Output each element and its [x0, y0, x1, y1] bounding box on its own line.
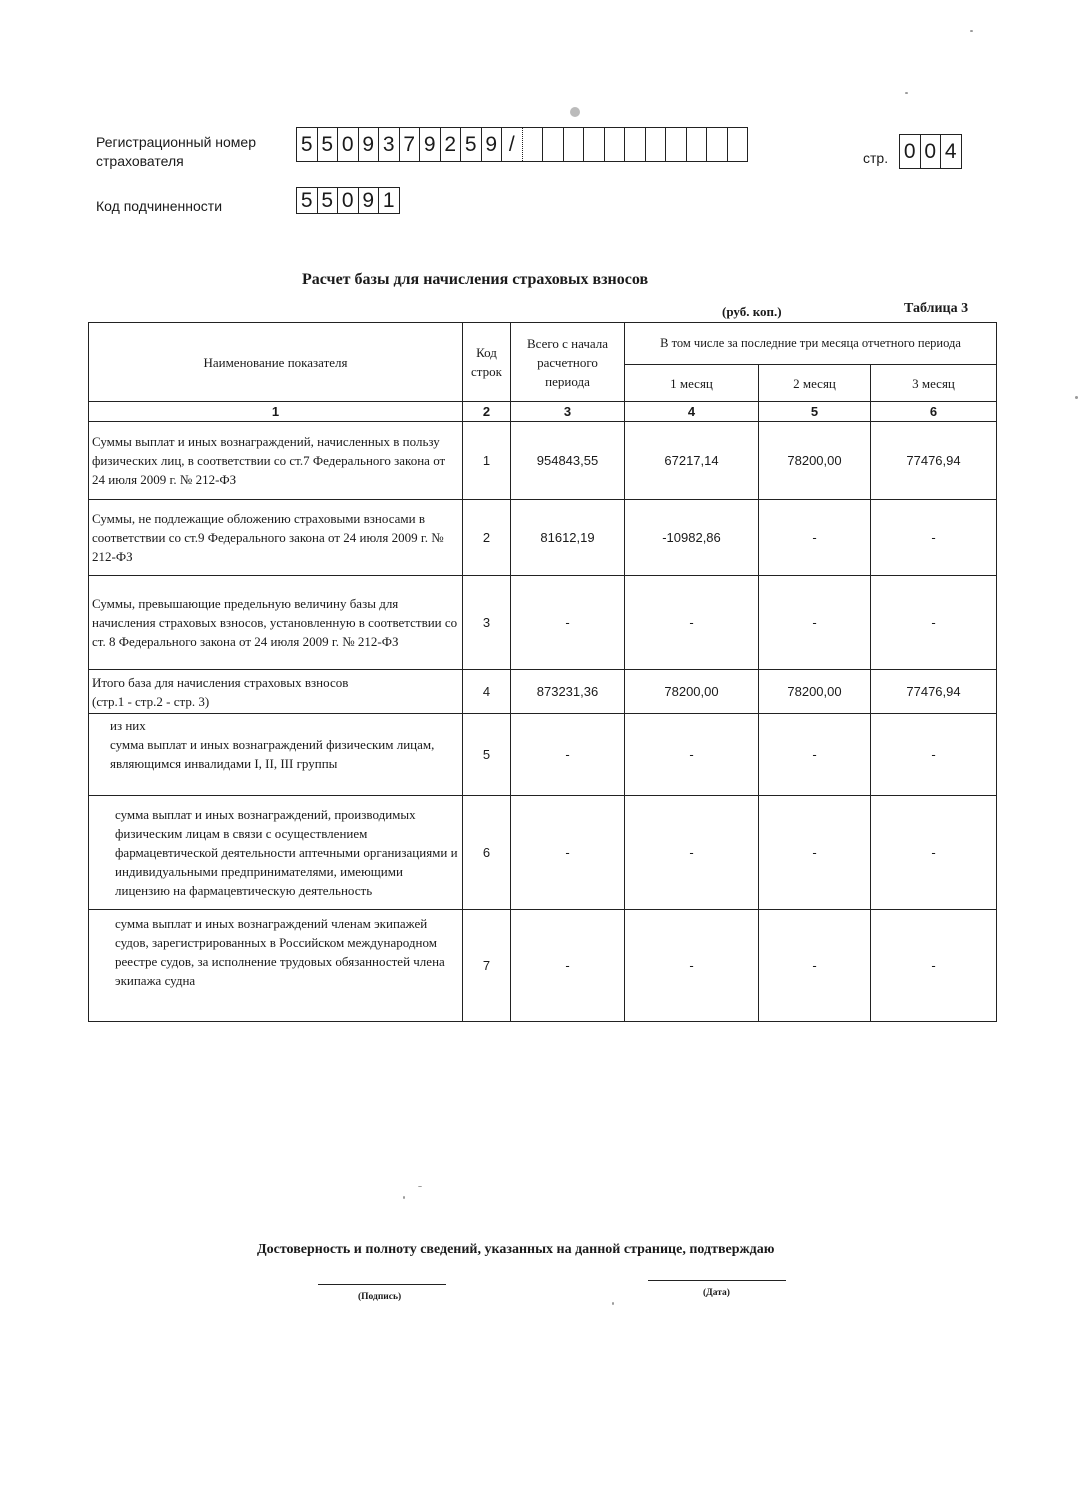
scan-speck [612, 1302, 614, 1305]
row-total: - [511, 576, 625, 670]
table-row [89, 670, 997, 714]
row-month-2: - [759, 796, 871, 910]
row-name [89, 714, 463, 796]
row-month-3: - [871, 500, 997, 576]
reg-number-cell [687, 128, 708, 161]
subordination-code-cell: 5 [318, 188, 339, 213]
table-row [89, 796, 997, 910]
table-row [89, 422, 997, 500]
subordination-code-cells [296, 187, 400, 214]
row-name: сумма выплат и иных вознаграждений членам экипажей судов, зарегистрированных в Российском международном реестре судов, за исполнение трудовых обязанностей члена экипажа судна [89, 910, 463, 1022]
row-month-3: 77476,94 [871, 670, 997, 714]
column-number: 5 [759, 402, 871, 422]
row-total: - [511, 910, 625, 1022]
row-month-3: 77476,94 [871, 422, 997, 500]
signature-line [318, 1284, 446, 1285]
reg-number-cells [296, 127, 748, 162]
row-name: сумма выплат и иных вознаграждений, производимых физическим лицам в связи с осуществлением фармацевтической деятельности аптечными организациями и индивидуальными предпринимателями, имеющими лицензию на фармацевтическую деятельность [89, 796, 463, 910]
reg-number-cell [728, 128, 749, 161]
row-name: Суммы, превышающие предельную величину базы для начисления страховых взносов, установленную в соответствии со ст. 8 Федерального закона от 24 июля 2009 г. № 212-ФЗ [89, 576, 463, 670]
row-name-line: Итого база для начисления страховых взносов [92, 674, 349, 690]
row-month-1: - [625, 576, 759, 670]
date-line [648, 1280, 786, 1281]
reg-number-cell: 0 [338, 128, 359, 161]
column-number: 2 [463, 402, 511, 422]
row-name-formula: (стр.1 - стр.2 - стр. 3) [92, 693, 210, 709]
page-number-cell: 4 [941, 135, 962, 168]
row-code: 3 [463, 576, 511, 670]
page-number-cells [899, 134, 962, 169]
subordination-code-cell: 1 [379, 188, 400, 213]
row-month-2: 78200,00 [759, 422, 871, 500]
column-number: 4 [625, 402, 759, 422]
page-number-cell: 0 [921, 135, 942, 168]
row-month-3: - [871, 576, 997, 670]
row-total: 873231,36 [511, 670, 625, 714]
reg-number-cell: 5 [318, 128, 339, 161]
punch-hole-mark [570, 107, 580, 117]
scan-speck [970, 30, 973, 32]
row-code: 2 [463, 500, 511, 576]
header-month-2: 2 месяц [759, 365, 871, 402]
reg-number-cell: 5 [461, 128, 482, 161]
reg-number-cell: 3 [379, 128, 400, 161]
page-label: стр. [863, 150, 889, 166]
row-month-3: - [871, 910, 997, 1022]
row-month-1: 78200,00 [625, 670, 759, 714]
subordination-code-cell: 9 [359, 188, 380, 213]
row-total: - [511, 796, 625, 910]
reg-number-cell: 9 [420, 128, 441, 161]
row-name: Суммы выплат и иных вознаграждений, начисленных в пользу физических лиц, в соответствии со ст.7 Федерального закона от 24 июля 2009 г. № 212-ФЗ [89, 422, 463, 500]
table-row [89, 576, 997, 670]
column-number-row [89, 402, 997, 422]
reg-number-cell: 7 [400, 128, 421, 161]
table-row [89, 714, 997, 796]
row-month-3: - [871, 796, 997, 910]
table-row [89, 500, 997, 576]
reg-number-label-line2: страхователя [96, 153, 184, 169]
header-indicator: Наименование показателя [89, 323, 463, 402]
row-name: Суммы, не подлежащие обложению страховыми взносами в соответствии со ст.9 Федерального закона от 24 июля 2009 г. № 212-ФЗ [89, 500, 463, 576]
row-month-2: - [759, 576, 871, 670]
column-number: 6 [871, 402, 997, 422]
row-total: 954843,55 [511, 422, 625, 500]
header-month-3: 3 месяц [871, 365, 997, 402]
row-code: 7 [463, 910, 511, 1022]
page-number-cell: 0 [900, 135, 921, 168]
row-month-1: - [625, 796, 759, 910]
row-total: 81612,19 [511, 500, 625, 576]
date-caption: (Дата) [703, 1288, 730, 1298]
row-total: - [511, 714, 625, 796]
scan-speck [1075, 396, 1078, 399]
subordination-label: Код подчиненности [96, 198, 223, 214]
row-month-1: - [625, 714, 759, 796]
reg-number-label-line1: Регистрационный номер [96, 134, 256, 150]
base-calculation-table [88, 322, 997, 1022]
signature-caption: (Подпись) [358, 1292, 402, 1302]
row-name [89, 670, 463, 714]
header-month-1: 1 месяц [625, 365, 759, 402]
header-last-three-months: В том числе за последние три месяца отчетного периода [625, 323, 997, 365]
confirmation-text: Достоверность и полноту сведений, указанных на данной странице, подтверждаю [257, 1242, 775, 1257]
row-month-1: -10982,86 [625, 500, 759, 576]
row-month-1: - [625, 910, 759, 1022]
units-note: (руб. коп.) [722, 304, 782, 319]
reg-number-label [96, 133, 256, 171]
row-name-line: сумма выплат и иных вознаграждений физическим лицам, являющимся инвалидами I, II, III группы [110, 737, 435, 771]
row-code: 1 [463, 422, 511, 500]
reg-number-cell: 5 [297, 128, 318, 161]
reg-number-cell [646, 128, 667, 161]
reg-number-cell: 9 [359, 128, 380, 161]
row-name-prefix: из них [110, 718, 146, 733]
reg-number-cell [707, 128, 728, 161]
reg-number-cell [543, 128, 564, 161]
subordination-code-cell: 5 [297, 188, 318, 213]
subordination-code-cell: 0 [338, 188, 359, 213]
reg-number-cell: 9 [482, 128, 503, 161]
reg-number-cell [564, 128, 585, 161]
table-label: Таблица 3 [904, 301, 969, 316]
reg-number-cell: / [502, 128, 523, 161]
row-month-2: 78200,00 [759, 670, 871, 714]
row-month-1: 67217,14 [625, 422, 759, 500]
column-number: 1 [89, 402, 463, 422]
reg-number-cell [666, 128, 687, 161]
header-total: Всего с начала расчетного периода [511, 323, 625, 402]
reg-number-cell [625, 128, 646, 161]
row-code: 6 [463, 796, 511, 910]
row-code: 4 [463, 670, 511, 714]
reg-number-cell [584, 128, 605, 161]
reg-number-cell [523, 128, 544, 161]
column-number: 3 [511, 402, 625, 422]
row-month-3: - [871, 714, 997, 796]
row-month-2: - [759, 714, 871, 796]
reg-number-cell: 2 [441, 128, 462, 161]
header-code: Код строк [463, 323, 511, 402]
scan-speck [418, 1186, 422, 1187]
scan-speck [403, 1196, 405, 1199]
scan-speck [905, 92, 908, 94]
table-row [89, 910, 997, 1022]
reg-number-cell [605, 128, 626, 161]
page-title: Расчет базы для начисления страховых взносов [302, 271, 649, 288]
row-month-2: - [759, 910, 871, 1022]
row-code: 5 [463, 714, 511, 796]
row-month-2: - [759, 500, 871, 576]
